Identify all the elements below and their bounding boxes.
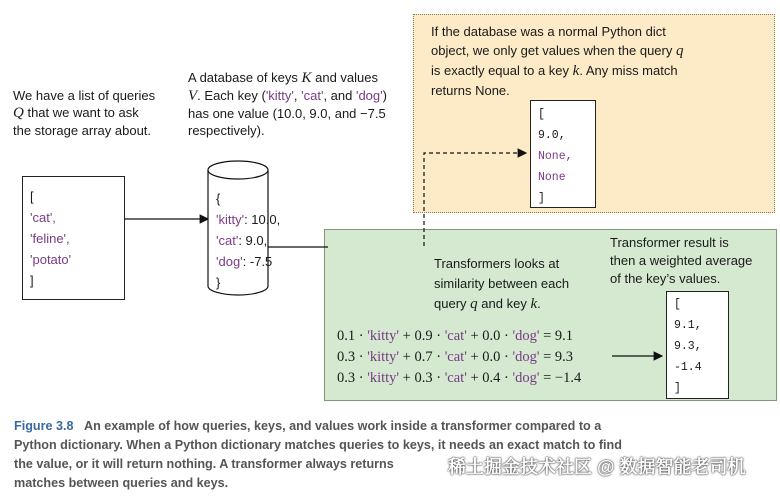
- result-item: -1.4: [674, 361, 702, 374]
- caption-text: the value, or it will return nothing. A transformer always returns: [14, 457, 394, 471]
- result-item: 9.3,: [674, 340, 702, 353]
- database-note-text: has one value (10.0, 9.0, and −7.5: [188, 106, 386, 121]
- keys-symbol: K: [301, 70, 312, 86]
- dict-note-text: If the database was a normal Python dict: [431, 24, 666, 39]
- transformer-note: [434, 254, 569, 314]
- database-contents: [216, 188, 280, 293]
- database-note-text: A database of keys: [188, 70, 298, 85]
- transformer-result-note-text: Transformer result is: [610, 235, 729, 250]
- transformer-note-text: .: [537, 296, 541, 311]
- key-symbol: k: [572, 63, 580, 79]
- database-note-text: . Each key (: [197, 88, 266, 103]
- equation-row: 0.3 · 'kitty' + 0.3 · 'cat' + 0.4 · 'dog' = −1.4: [337, 370, 582, 386]
- dict-note-text: object, we only get values when the query: [431, 43, 673, 58]
- dict-note: [431, 22, 684, 100]
- database-row: 'cat': 9.0,: [216, 233, 268, 248]
- result-item: None,: [538, 150, 573, 163]
- key-kitty: 'kitty': [265, 88, 294, 103]
- caption-text: matches between queries and keys.: [14, 476, 229, 490]
- queries-note-line: that we want to ask: [27, 105, 139, 120]
- figure-label: Figure 3.8: [14, 419, 74, 433]
- database-row: 'kitty': 10.0,: [216, 212, 281, 227]
- database-note-text: and values: [315, 70, 379, 85]
- list-close-bracket: ]: [30, 273, 34, 288]
- queries-note-line: the storage array about.: [13, 123, 152, 138]
- figure-caption: [14, 417, 774, 493]
- query-item: 'cat',: [30, 210, 56, 225]
- transformer-note-text: similarity between each: [434, 276, 570, 291]
- result-item: None: [538, 171, 566, 184]
- queries-list-box: [22, 176, 125, 300]
- values-symbol: V: [188, 88, 198, 104]
- key-dog: 'dog': [355, 88, 383, 103]
- caption-text: Python dictionary. When a Python dictionary matches queries to keys, it needs an exact match to find: [14, 438, 622, 452]
- result-item: 9.1,: [674, 319, 702, 332]
- list-open-bracket: [: [538, 108, 545, 121]
- weighted-average-equations: [337, 326, 581, 389]
- database-note-text: , and: [323, 88, 356, 103]
- dict-note-text: is exactly equal to a key: [431, 63, 570, 78]
- list-open-bracket: [: [674, 298, 681, 311]
- database-note-text: respectively).: [188, 123, 265, 138]
- equation-row: 0.1 · 'kitty' + 0.9 · 'cat' + 0.0 · 'dog' = 9.1: [337, 328, 574, 344]
- transformer-result-note: [610, 234, 752, 288]
- transformer-note-text: query: [434, 296, 467, 311]
- watermark: 稀土掘金技术社区 @ 数据智能老司机: [448, 457, 746, 477]
- queries-symbol: Q: [13, 105, 24, 121]
- queries-note: [13, 87, 155, 139]
- transformer-note-text: Transformers looks at: [434, 256, 560, 271]
- dict-note-text: returns None.: [431, 83, 510, 98]
- list-close-bracket: ]: [538, 192, 545, 205]
- equation-row: 0.3 · 'kitty' + 0.7 · 'cat' + 0.0 · 'dog' = 9.3: [337, 349, 574, 365]
- dict-open-brace: {: [216, 191, 221, 206]
- result-item: 9.0,: [538, 129, 566, 142]
- query-symbol: q: [676, 43, 684, 59]
- database-row: 'dog': -7.5: [216, 254, 273, 269]
- key-symbol: k: [530, 296, 538, 312]
- list-open-bracket: [: [30, 189, 34, 204]
- list-close-bracket: ]: [674, 382, 681, 395]
- query-item: 'potato': [30, 252, 72, 267]
- transformer-result-note-text: then a weighted average: [610, 253, 753, 268]
- queries-note-line: We have a list of queries: [13, 88, 156, 103]
- dict-result-box: [530, 100, 596, 208]
- dict-close-brace: }: [216, 275, 221, 290]
- database-note-text: ): [382, 88, 387, 103]
- query-item: 'feline',: [30, 231, 70, 246]
- key-cat: 'cat': [301, 88, 324, 103]
- database-note: [188, 69, 387, 139]
- database-note-text: ,: [293, 88, 302, 103]
- caption-text: An example of how queries, keys, and values work inside a transformer compared to a: [84, 419, 602, 433]
- database-to-dict-dashed-arrow: [424, 153, 526, 246]
- transformer-result-note-text: of the key’s values.: [610, 271, 721, 286]
- transformer-result-box: [666, 291, 729, 399]
- dict-note-text: . Any miss match: [579, 63, 678, 78]
- transformer-note-text: and key: [481, 296, 527, 311]
- query-symbol: q: [470, 296, 478, 312]
